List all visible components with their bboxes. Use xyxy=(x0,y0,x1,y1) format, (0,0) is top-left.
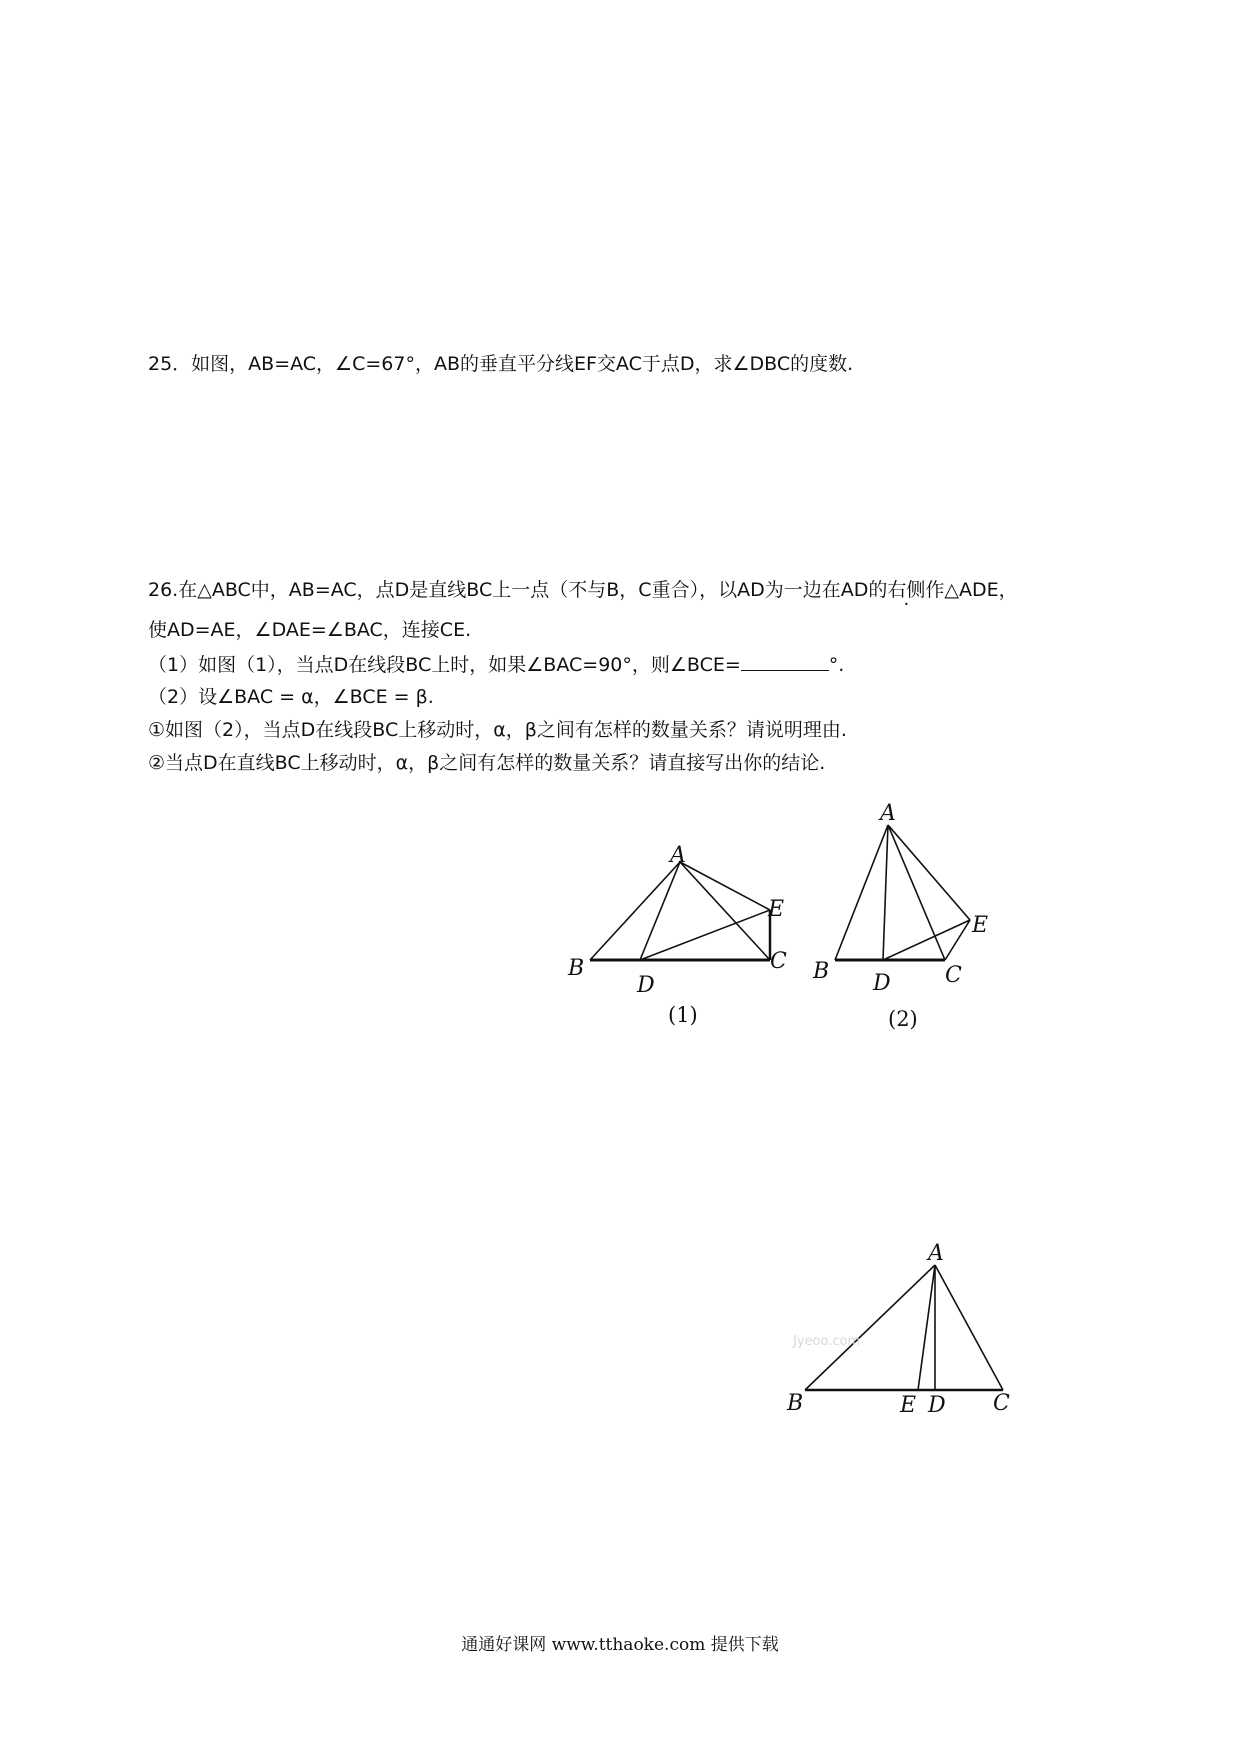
fig2-caption: (2) xyxy=(888,1007,918,1031)
emphasis-text: 右侧 xyxy=(887,579,926,601)
figure-2 xyxy=(835,825,970,960)
figure-1 xyxy=(590,862,770,960)
fig3-label-e: E xyxy=(900,1393,917,1418)
fig2-label-c: C xyxy=(945,963,962,988)
fig2-segment-ab xyxy=(835,825,888,960)
fig2-label-b: B xyxy=(813,959,830,984)
fig3-watermark: Jyeoo.com xyxy=(793,1334,861,1349)
fig2-segment-ae xyxy=(888,825,970,920)
question-26-line-1-end: 作△ADE， xyxy=(925,579,1018,601)
fig2-label-e: E xyxy=(972,913,989,938)
fig1-segment-de xyxy=(640,910,770,960)
page-footer: 通通好课网 www.tthaoke.com 提供下载 xyxy=(461,1635,779,1655)
fig1-segment-ad xyxy=(640,862,680,960)
question-26-line-1-start: 26.在△ABC中，AB=AC，点D是直线BC上一点（不与B，C重合），以AD为一边在AD的 xyxy=(148,579,888,601)
question-26-part-2-a: ①如图（2），当点D在线段BC上移动时，α，β之间有怎样的数量关系？请说明理由. xyxy=(148,719,847,741)
fig3-segment-ab xyxy=(805,1265,935,1390)
fig1-label-d: D xyxy=(637,973,655,998)
fig2-label-a: A xyxy=(880,801,896,826)
fig1-label-b: B xyxy=(568,956,585,981)
fig3-segment-ae xyxy=(918,1265,935,1390)
fig1-segment-ab xyxy=(590,862,680,960)
fig2-segment-ac xyxy=(888,825,945,960)
question-25: 25．如图，AB=AC，∠C=67°，AB的垂直平分线EF交AC于点D，求∠DBC的度数. xyxy=(148,353,854,375)
fig1-label-a: A xyxy=(670,843,686,868)
fig3-label-c: C xyxy=(993,1391,1010,1416)
figure-3 xyxy=(805,1265,1003,1390)
fig3-label-a: A xyxy=(928,1241,944,1266)
fig1-label-c: C xyxy=(770,949,787,974)
part-1-text: （1）如图（1），当点D在线段BC上时，如果∠BAC=90°，则∠BCE= xyxy=(148,654,741,676)
fig3-segment-ac xyxy=(935,1265,1003,1390)
fig3-label-d: D xyxy=(928,1393,946,1418)
part-1-degree: °. xyxy=(828,654,845,676)
question-26-line-2: 使AD=AE，∠DAE=∠BAC，连接CE. xyxy=(148,619,472,641)
fig2-label-d: D xyxy=(873,971,891,996)
fig1-segment-ac xyxy=(680,862,770,960)
fig3-label-b: B xyxy=(787,1391,804,1416)
fig1-segment-ae xyxy=(680,862,770,910)
fig1-caption: (1) xyxy=(668,1003,698,1027)
fig1-label-e: E xyxy=(768,897,785,922)
fig2-segment-ad xyxy=(883,825,888,960)
question-26-part-2: （2）设∠BAC = α，∠BCE = β. xyxy=(148,686,434,708)
question-26-part-2-b: ②当点D在直线BC上移动时，α，β之间有怎样的数量关系？请直接写出你的结论. xyxy=(148,752,826,774)
